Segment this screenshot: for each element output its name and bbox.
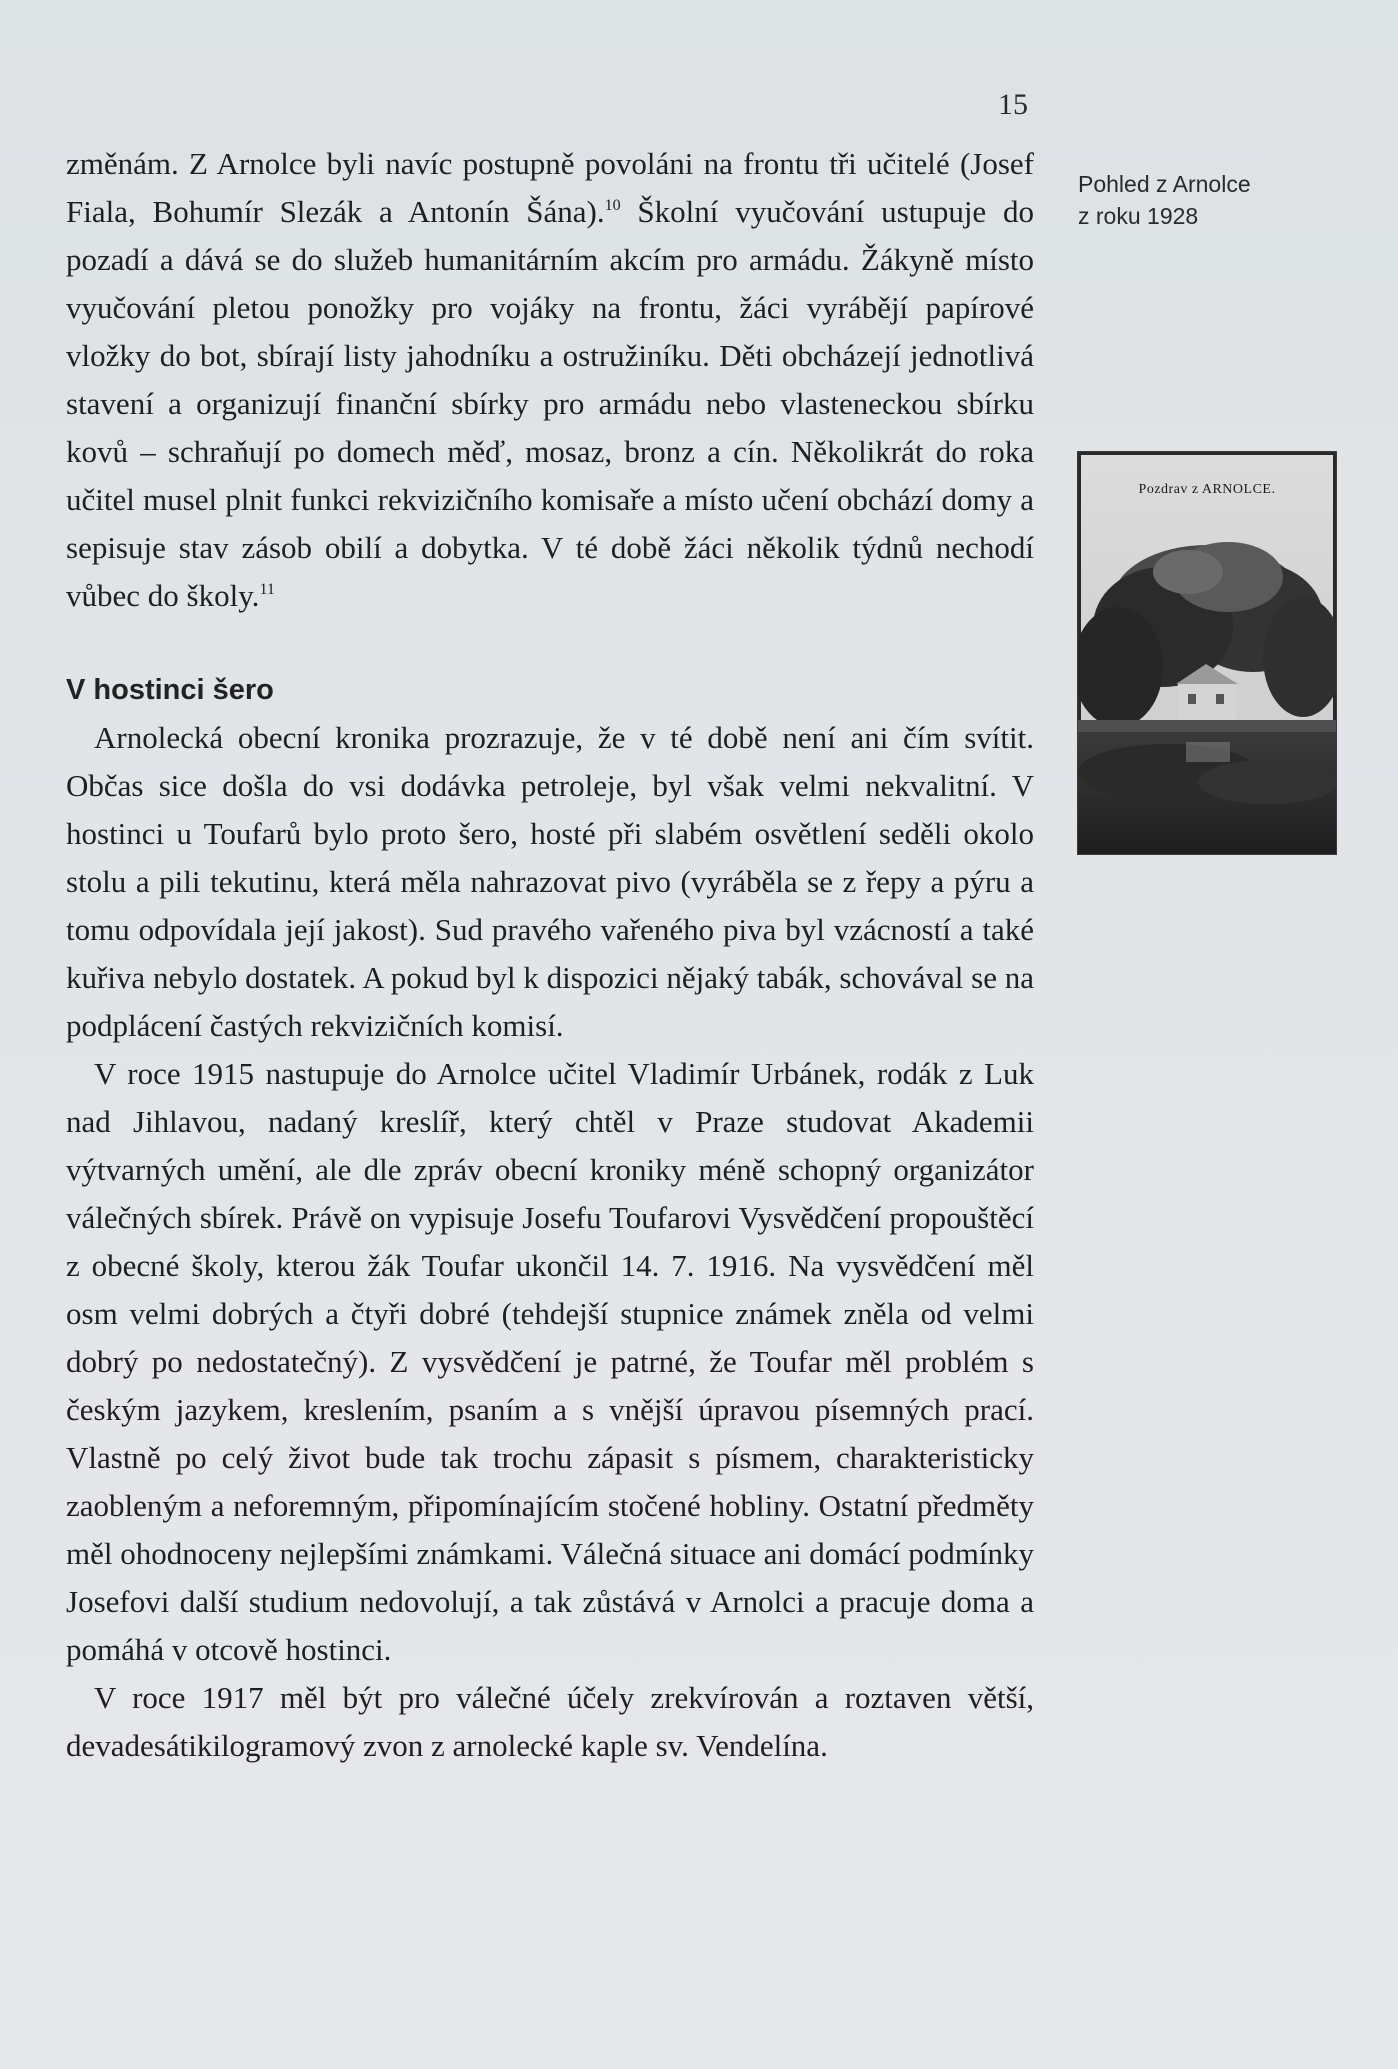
paragraph-teacher: V roce 1915 nastupuje do Arnolce učitel Vladimír Urbánek, rodák z Luk nad Jihlavou, nadaný kreslíř, který chtěl v Praze studovat Akademii výtvarných umění, ale dle zpráv obecní kroniky méně schopný organizátor válečných sbírek. Právě on vypisuje Josefu Toufarovi Vysvědčení propouštěcí z obecné školy, kterou žák Toufar ukončil 14. 7. 1916. Na vysvědčení měl osm velmi dobrých a čtyři dobré (tehdejší stupnice známek zněla od velmi dobrý po nedostatečný). Z vysvědčení je patrné, že Toufar měl problém s českým jazykem, kreslením, psaním a s vnější úpravou písemných prací. Vlastně po celý život bude tak trochu zápasit s písmem, charakteristicky zaobleným a neforemným, připomínajícím stočené hobliny. Ostatní předměty měl ohodnoceny nejlepšími známkami. Válečná situace ani domácí podmínky Josefovi další studium nedovolují, a tak zůstává v Arnolci a pracuje doma a pomáhá v otcově hostinci. bbox=[66, 1056, 1034, 1667]
footnote-ref-10[interactable]: 10 bbox=[604, 197, 621, 214]
paragraph-war-school-part2: Školní vyučování ustupuje do pozadí a dává se do služeb humanitárním akcím pro armádu. Žákyně místo vyučování pletou ponožky pro vojáky na frontu, žáci vyrábějí papírové vložky do bot, sbírají listy jahodníku a ostružiníku. Děti obcházejí jednotlivá stavení a organizují finanční sbírky pro armádu nebo vlasteneckou sbírku kovů – schraňují po domech měď, mosaz, bronz a cín. Několikrát do roka učitel musel plnit funkci rekvizičního komisaře a místo učení obchází domy a sepisuje stav zásob obilí a dobytka. V té době žáci několik týdnů nechodí vůbec do školy. bbox=[66, 194, 1034, 613]
footnote-ref-11[interactable]: 11 bbox=[259, 581, 275, 598]
paragraph-war-school-part1: změnám. Z Arnolce byli navíc postupně povoláni na frontu tři učitelé (Josef Fiala, Bohumír Slezák a Antonín Šána). bbox=[66, 146, 1034, 229]
photo-caption-line1: Pohled z Arnolce bbox=[1078, 171, 1251, 197]
photo-caption bbox=[1078, 168, 1378, 232]
paragraph-tavern: Arnolecká obecní kronika prozrazuje, že v té době není ani čím svítit. Občas sice došla do vsi dodávka petroleje, byl však velmi nekvalitní. V hostinci u Toufarů bylo proto šero, hosté při slabém osvětlení seděli okolo stolu a pili tekutinu, která měla nahrazovat pivo (vyráběla se z řepy a pýru a tomu odpovídala její jakost). Sud pravého vařeného piva byl vzácností a také kuřiva nebylo dostatek. A pokud byl k dispozici nějaký tabák, schovával se na podplácení častých rekvizičních komisí. bbox=[66, 720, 1034, 1043]
postcard-image bbox=[1078, 452, 1336, 854]
photo-caption-line2: z roku 1928 bbox=[1078, 203, 1199, 229]
main-text-column bbox=[66, 140, 1034, 1770]
paragraph-bell: V roce 1917 měl být pro válečné účely zrekvírován a roztaven větší, devadesátikilogramový zvon z arnolecké kaple sv. Vendelína. bbox=[66, 1680, 1034, 1763]
section-heading: V hostinci šero bbox=[66, 674, 274, 706]
paragraph-war-school bbox=[66, 140, 1034, 620]
postcard-photo bbox=[1078, 452, 1336, 854]
postcard-text: Pozdrav z ARNOLCE. bbox=[1138, 482, 1276, 497]
page-number: 15 bbox=[998, 88, 1028, 121]
